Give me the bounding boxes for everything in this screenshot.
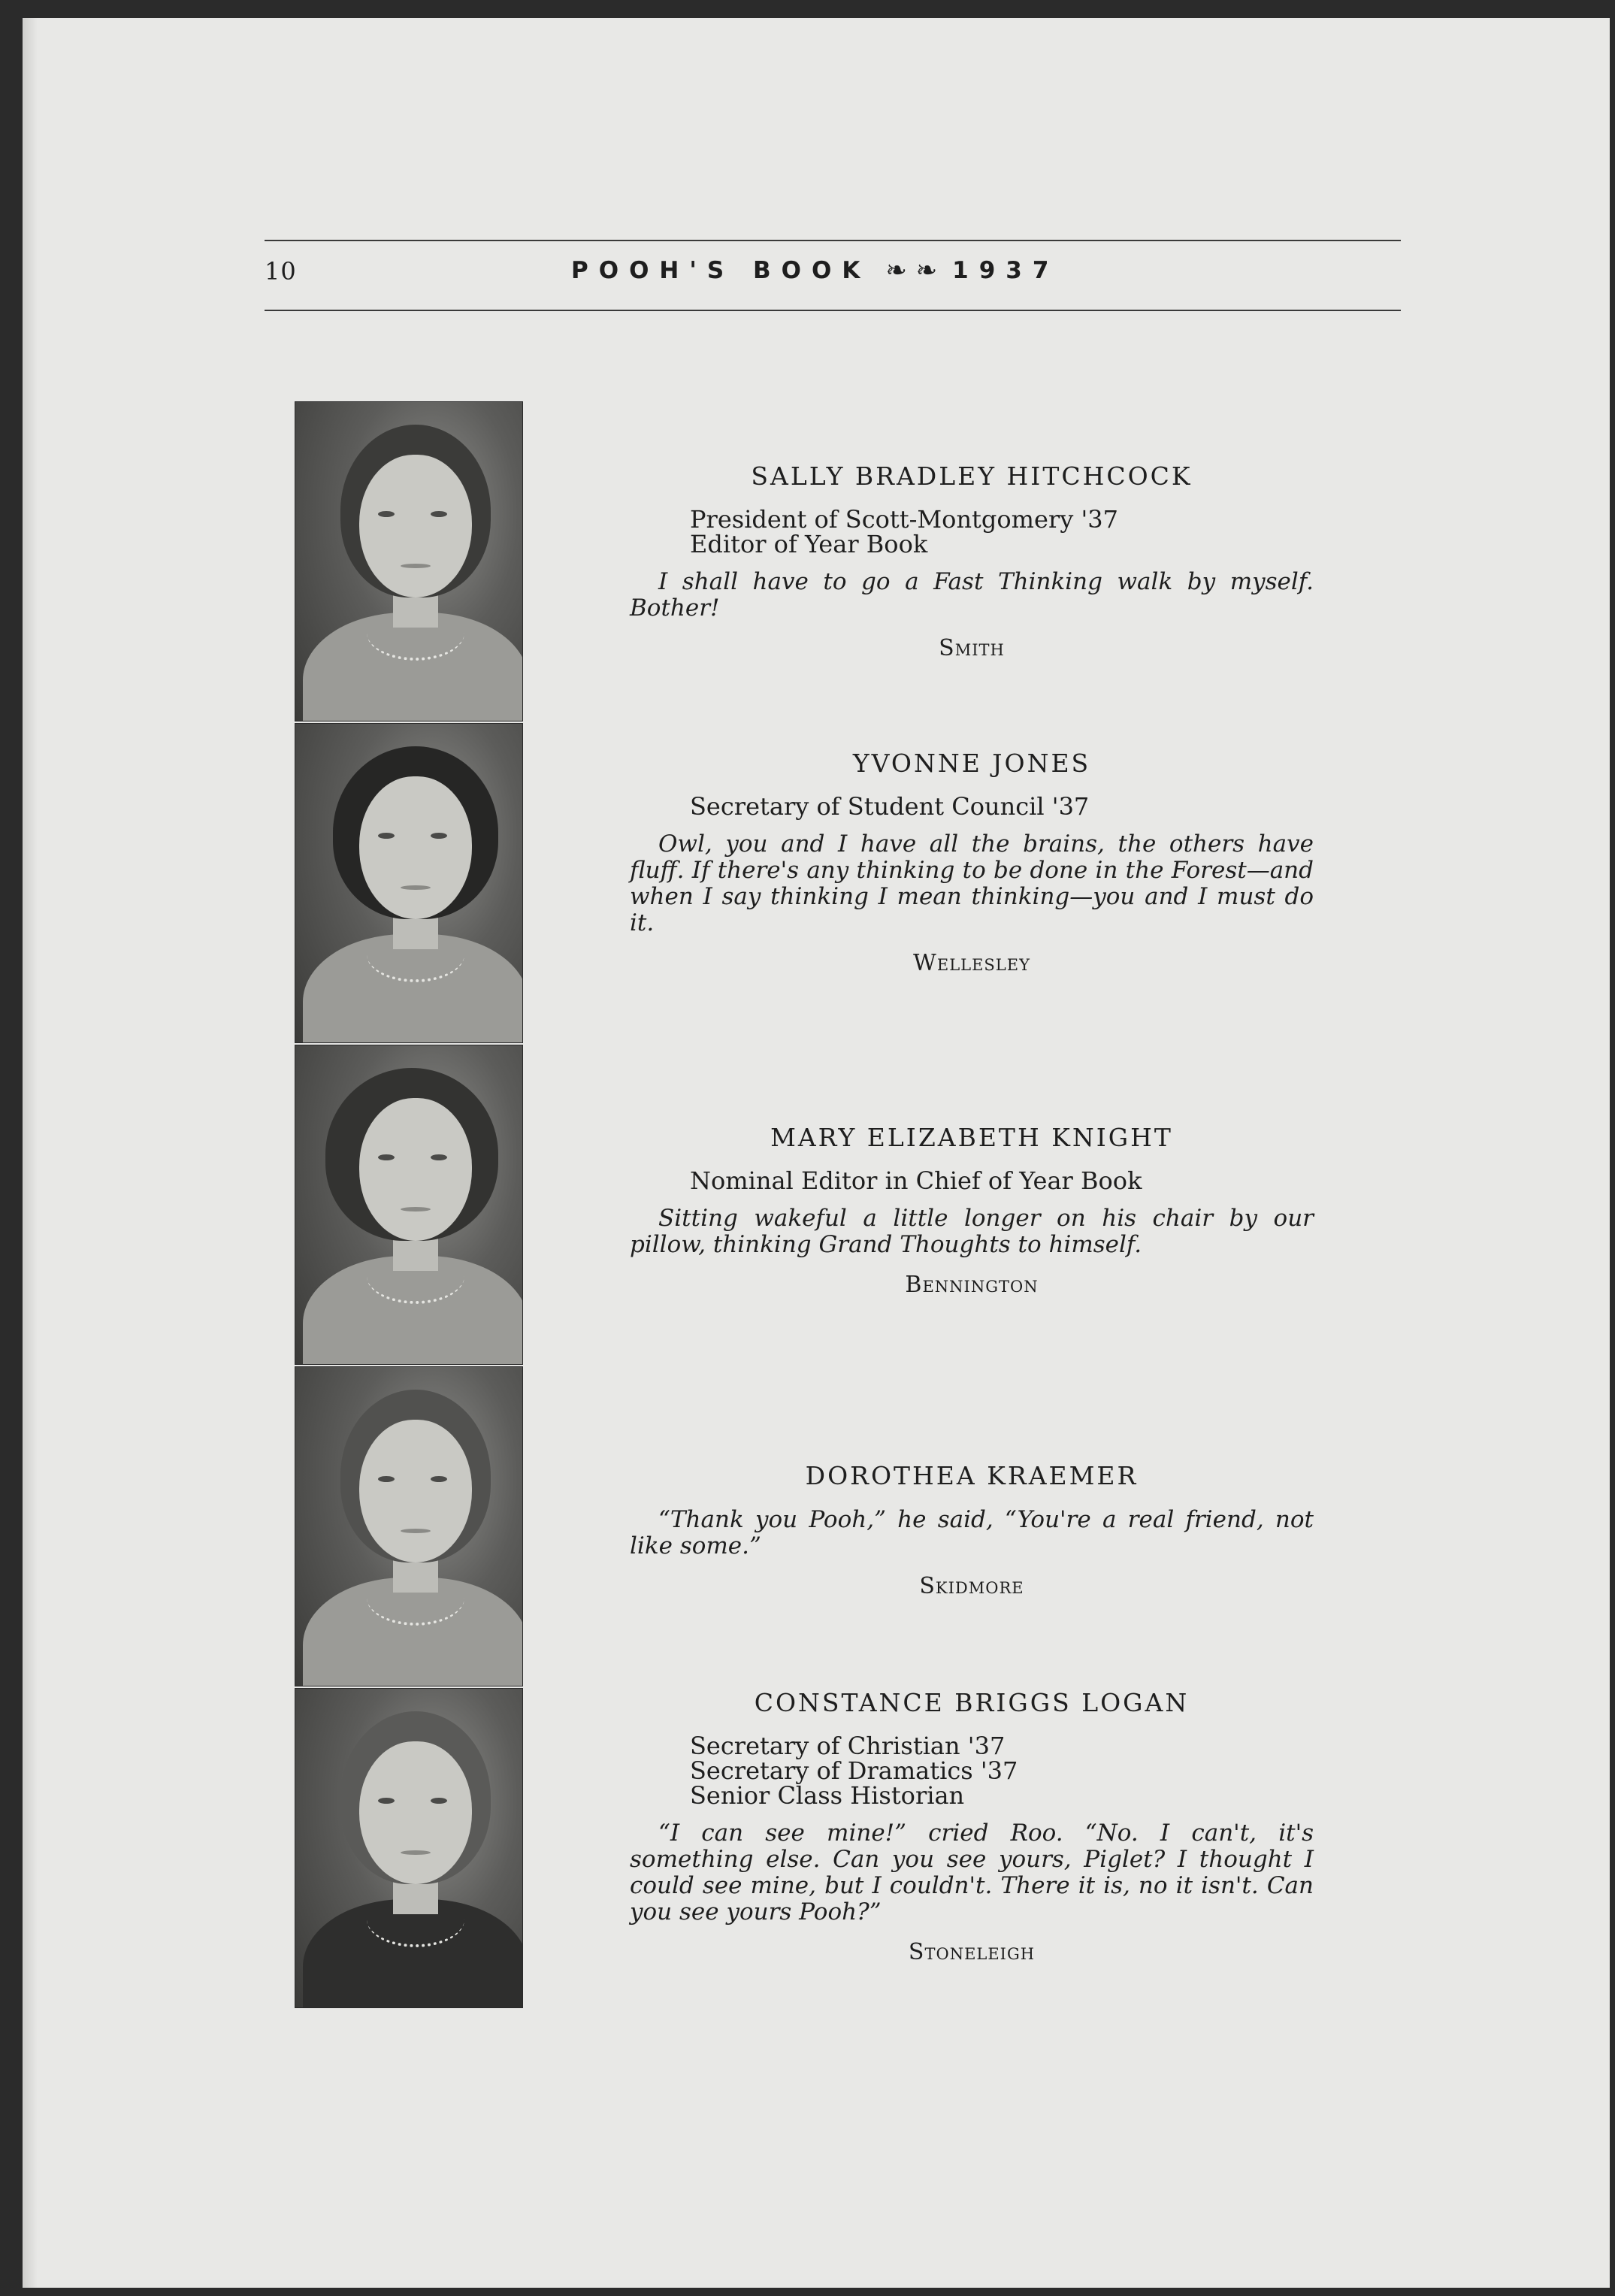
student-quote: “I can see mine!” cried Roo. “No. I can't, it's something else. Can you see yours, Piglet? I thought I could see mine, but I couldn't. There it is, no it isn't. Can you see yours Pooh?” xyxy=(630,1820,1314,1925)
entry-hitchcock xyxy=(630,461,1314,661)
student-quote: I shall have to go a Fast Thinking walk by myself. Bother! xyxy=(630,568,1314,622)
student-college: Bennington xyxy=(905,1272,1039,1298)
student-role: Secretary of Student Council '37 xyxy=(690,792,1090,821)
leaf-ornament-icon: ❧ ❧ xyxy=(885,256,938,286)
header-rule-bottom xyxy=(265,310,1401,311)
entry-jones xyxy=(630,749,1314,976)
portrait-photo-knight xyxy=(295,1045,523,1365)
student-name: YVONNE JONES xyxy=(852,749,1091,778)
student-quote: “Thank you Pooh,” he said, “You're a real friend, not like some.” xyxy=(630,1506,1314,1559)
running-head xyxy=(571,256,1059,286)
student-college: Stoneleigh xyxy=(908,1939,1036,1965)
student-role: Nominal Editor in Chief of Year Book xyxy=(690,1166,1142,1195)
portrait-photo-jones xyxy=(295,723,523,1043)
student-college: Wellesley xyxy=(913,950,1030,976)
student-college: Skidmore xyxy=(919,1573,1024,1599)
student-name: MARY ELIZABETH KNIGHT xyxy=(770,1123,1173,1152)
student-role: Senior Class Historian xyxy=(690,1781,965,1810)
student-name: SALLY BRADLEY HITCHCOCK xyxy=(751,461,1193,491)
portrait-photo-kraemer xyxy=(295,1366,523,1686)
student-name: DOROTHEA KRAEMER xyxy=(805,1461,1139,1490)
page-number: 10 xyxy=(265,257,297,286)
student-college: Smith xyxy=(939,635,1005,661)
entry-logan xyxy=(630,1688,1314,1965)
running-head-year: 1937 xyxy=(952,257,1060,284)
portrait-strip xyxy=(295,401,526,2008)
running-head-title: POOH'S BOOK xyxy=(571,257,871,284)
entry-kraemer xyxy=(630,1461,1314,1599)
portrait-photo-logan xyxy=(295,1688,523,2008)
student-name: CONSTANCE BRIGGS LOGAN xyxy=(754,1688,1190,1717)
student-quote: Owl, you and I have all the brains, the others have fluff. If there's any thinking to be done in the Forest—and when I say thinking I mean thinking—you and I must do it. xyxy=(630,830,1314,936)
header-rule-top xyxy=(265,240,1401,241)
entry-knight xyxy=(630,1123,1314,1298)
student-role: President of Scott-Montgomery '37 xyxy=(690,505,1118,534)
student-role: Editor of Year Book xyxy=(690,530,928,558)
student-role: Secretary of Christian '37 xyxy=(690,1732,1006,1760)
student-quote: Sitting wakeful a little longer on his chair by our pillow, thinking Grand Thoughts to himself. xyxy=(630,1205,1314,1258)
portrait-photo-hitchcock xyxy=(295,401,523,721)
student-role: Secretary of Dramatics '37 xyxy=(690,1756,1018,1785)
page-edge xyxy=(23,18,38,2288)
